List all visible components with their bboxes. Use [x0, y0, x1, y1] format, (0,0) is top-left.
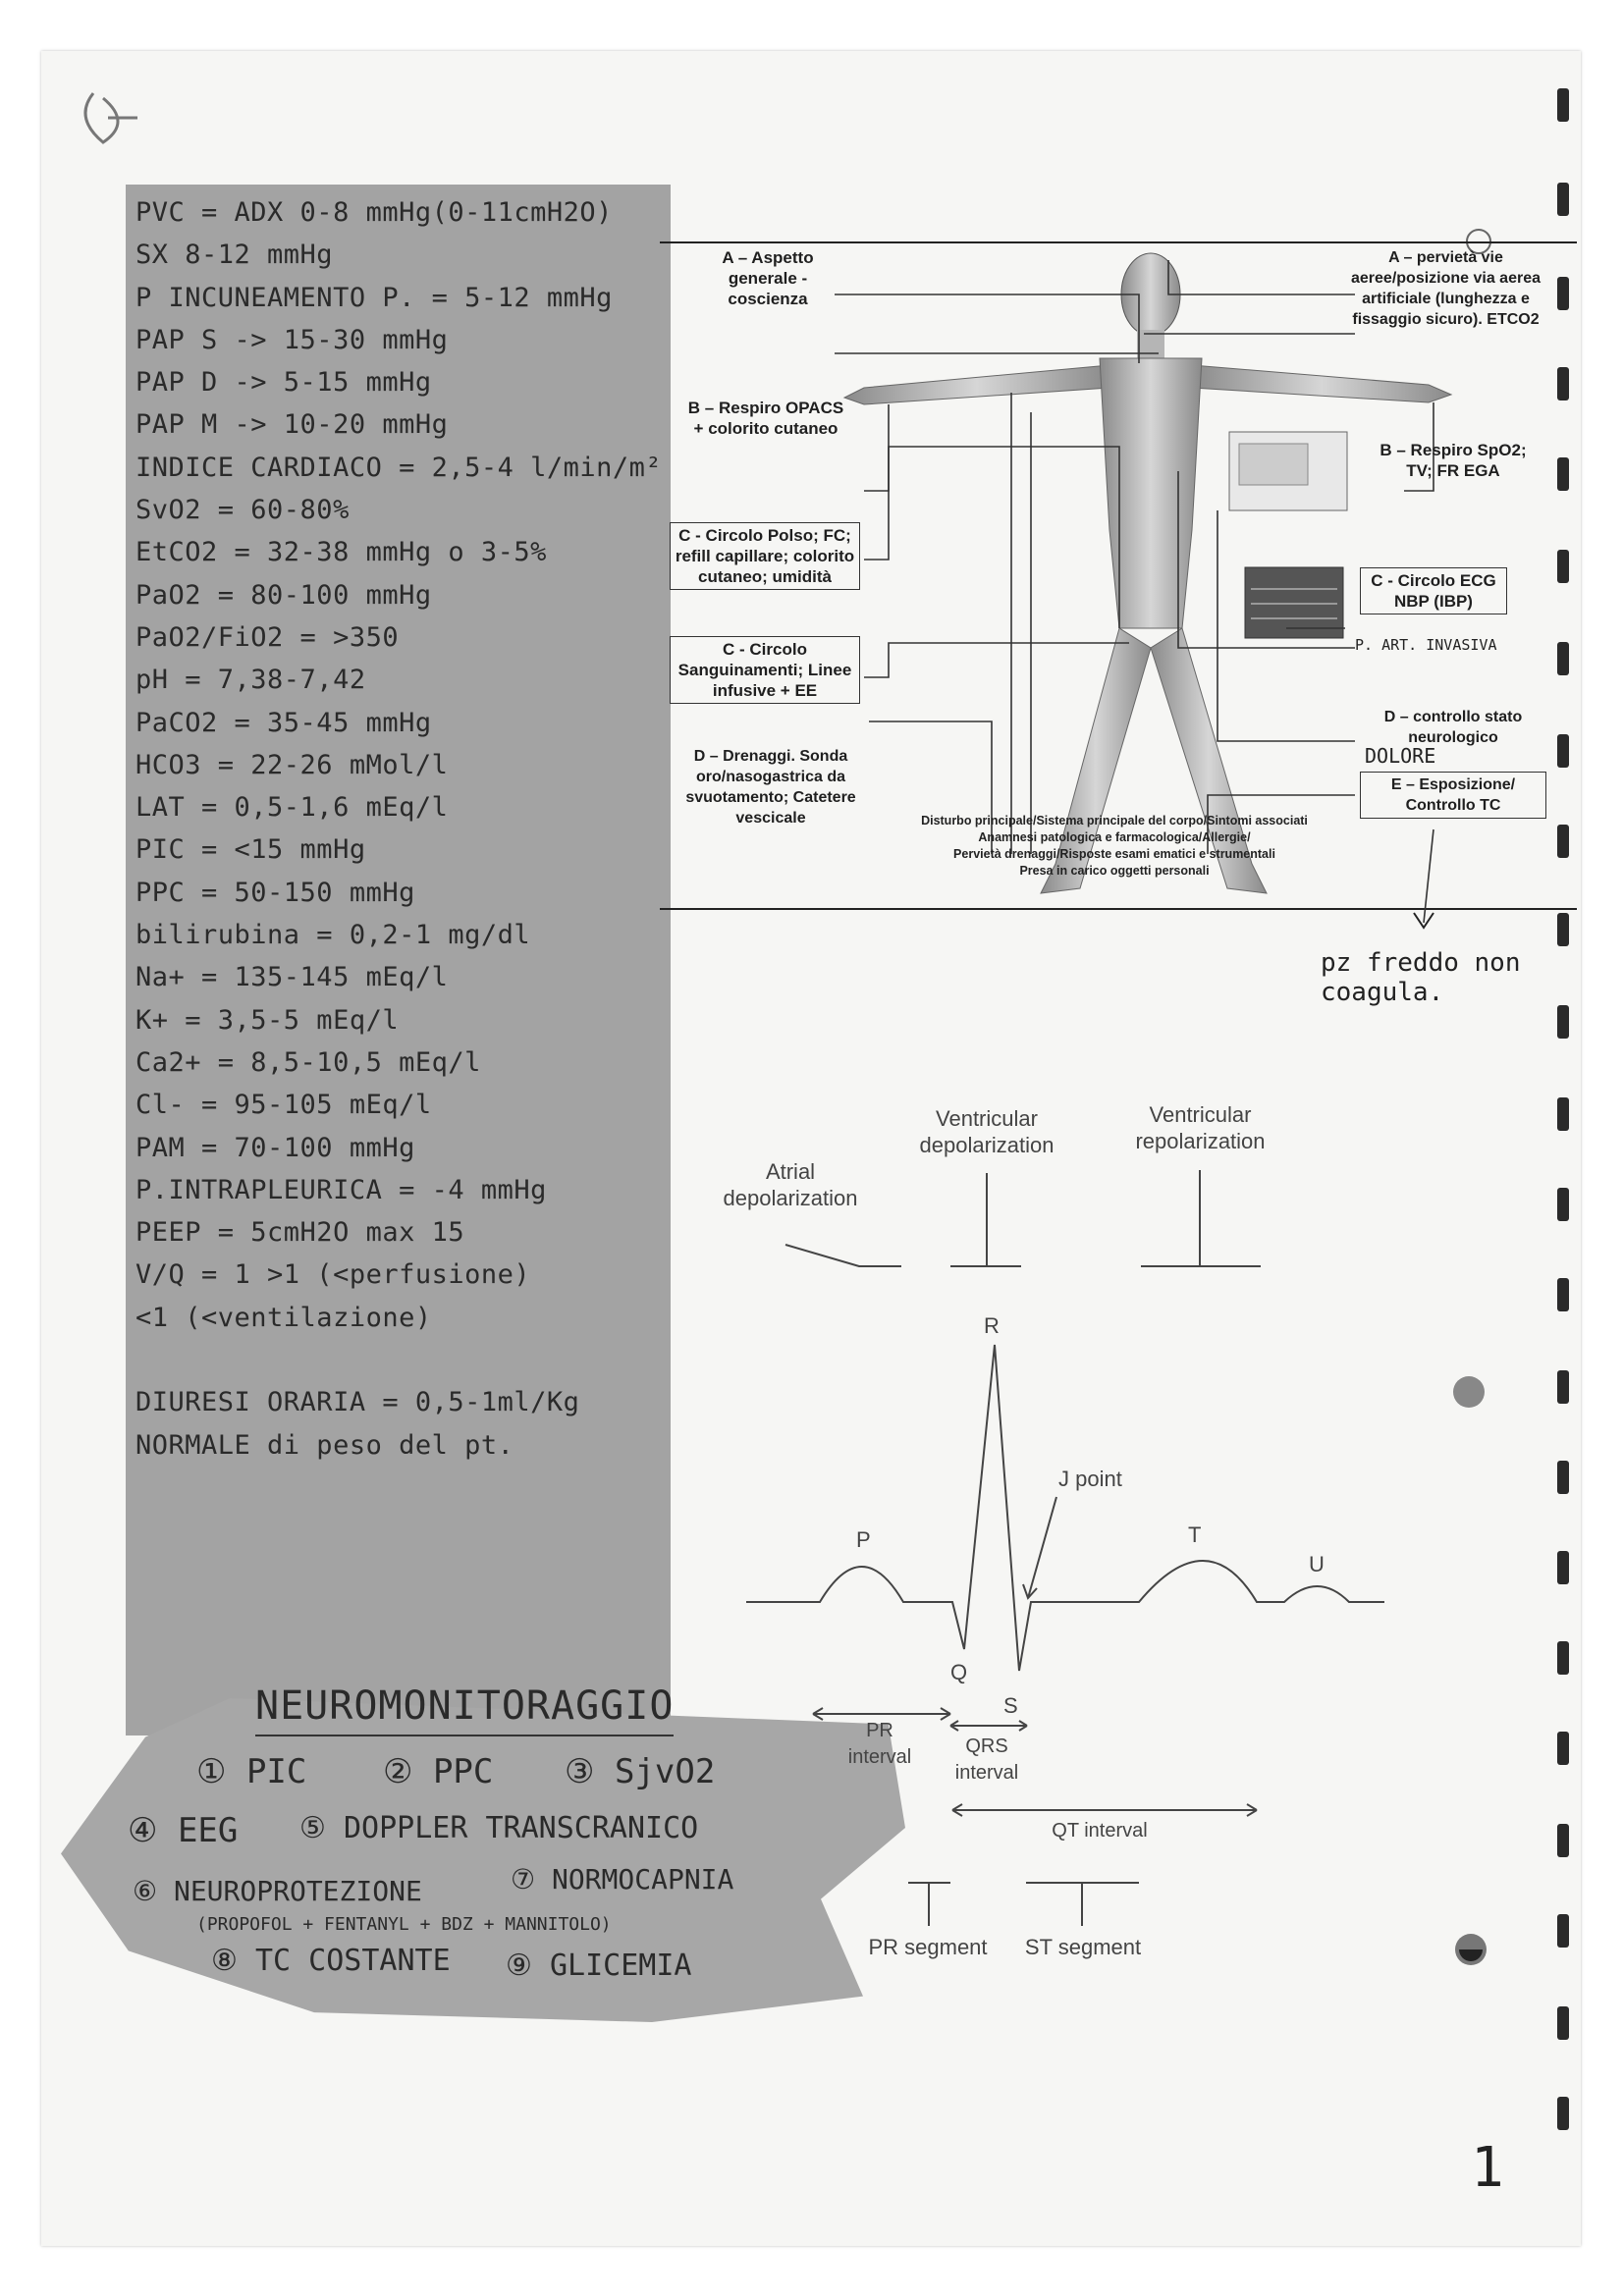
ecg-pr-interval-label: PR interval	[847, 1720, 912, 1768]
ecg-p-label: P	[856, 1527, 871, 1552]
note-line: PPC = 50-150 mmHg	[135, 877, 415, 908]
label-b-left: B – Respiro OPACS + colorito cutaneo	[687, 399, 844, 438]
handwritten-note: pz freddo non coagula.	[1321, 948, 1521, 1007]
note-line: EtCO2 = 32-38 mmHg o 3-5%	[135, 537, 547, 568]
ecg-q-label: Q	[950, 1660, 968, 1684]
label-c-right: C - Circolo ECG NBP (IBP)	[1360, 567, 1507, 614]
note-line: LAT = 0,5-1,6 mEq/l	[135, 792, 449, 824]
note-line: PIC = <15 mmHg	[135, 834, 366, 866]
ecg-t-label: T	[1188, 1522, 1202, 1547]
handwritten-art: P. ART. INVASIVA	[1355, 636, 1497, 654]
label-e-right: E – Esposizione/ Controllo TC	[1360, 772, 1546, 819]
note-line: <1 (<ventilazione)	[135, 1302, 432, 1333]
neuro-item: ② PPC	[383, 1752, 494, 1791]
center-line: Disturbo principale/Sistema principale del corpo/Sintomi associati	[921, 814, 1308, 828]
neuro-item: ⑦ NORMOCAPNIA	[511, 1863, 734, 1896]
neuro-item: ① PIC	[196, 1752, 307, 1791]
ecg-qrs-interval-label: QRS interval	[954, 1735, 1019, 1784]
label-c-left-1: C - Circolo Polso; FC; refill capillare; colorito cutaneo; umidità	[670, 522, 860, 590]
note-line: P.INTRAPLEURICA = -4 mmHg	[135, 1174, 547, 1205]
note-line: PAP D -> 5-15 mmHg	[135, 367, 432, 399]
note-line: PAP S -> 15-30 mmHg	[135, 324, 449, 355]
ecg-u-label: U	[1309, 1552, 1325, 1576]
neuro-subnote: (PROPOFOL + FENTANYL + BDZ + MANNITOLO)	[196, 1914, 612, 1935]
note-line: SvO2 = 60-80%	[135, 495, 350, 526]
note-line: Na+ = 135-145 mEq/l	[135, 962, 449, 993]
neuro-item: ⑥ NEUROPROTEZIONE	[133, 1875, 422, 1907]
center-line: Anamnesi patologica e farmacologica/Allergie/	[978, 830, 1251, 844]
note-line: pH = 7,38-7,42	[135, 665, 366, 696]
note-line: PEEP = 5cmH2O max 15	[135, 1217, 465, 1249]
label-d-left: D – Drenaggi. Sonda oro/nasogastrica da svuotamento; Catetere vescicale	[685, 748, 856, 827]
ecg-vrep-label: Ventricular repolarization	[1135, 1102, 1266, 1153]
note-line: PVC = ADX 0-8 mmHg(0-11cmH2O)	[135, 197, 613, 228]
handwritten-dolore: DOLORE	[1365, 744, 1436, 768]
neuro-title: NEUROMONITORAGGIO	[255, 1683, 674, 1736]
label-c-left-2: C - Circolo Sanguinamenti; Linee infusive + EE	[670, 636, 860, 704]
label-a-left: A – Aspetto generale - coscienza	[722, 248, 814, 308]
ecg-pr-segment-label: PR segment	[868, 1935, 988, 1959]
ecg-r-label: R	[984, 1313, 1000, 1338]
note-line: SX 8-12 mmHg	[135, 240, 334, 271]
ecg-s-label: S	[1003, 1693, 1018, 1718]
ecg-qt-interval-label: QT interval	[1052, 1820, 1148, 1842]
note-line: PaO2/FiO2 = >350	[135, 621, 400, 653]
note-line: V/Q = 1 >1 (<perfusione)	[135, 1259, 531, 1291]
label-d-right: D – controllo stato neurologico	[1383, 709, 1523, 746]
ecg-atrial-label: Atrial depolarization	[723, 1159, 858, 1210]
note-line: Cl- = 95-105 mEq/l	[135, 1090, 432, 1121]
neuro-item: ⑨ GLICEMIA	[506, 1949, 692, 1983]
note-line: NORMALE di peso del pt.	[135, 1429, 514, 1461]
label-a-right: A – pervietà vie aeree/posizione via aerea artificiale (lunghezza e fissaggio sicuro). ETCO2	[1351, 249, 1541, 328]
note-line: PAP M -> 10-20 mmHg	[135, 409, 449, 441]
neuro-item: ⑧ TC COSTANTE	[211, 1944, 451, 1978]
note-line: bilirubina = 0,2-1 mg/dl	[135, 920, 531, 951]
ecg-jpoint-label: J point	[1058, 1467, 1122, 1491]
note-line: HCO3 = 22-26 mMol/l	[135, 749, 449, 780]
note-line: Ca2+ = 8,5-10,5 mEq/l	[135, 1046, 481, 1078]
center-line: Pervietà drenaggi/Risposte esami ematici e strumentali	[953, 847, 1275, 861]
page-number: 1	[1471, 2136, 1504, 2200]
note-line: P INCUNEAMENTO P. = 5-12 mmHg	[135, 282, 613, 313]
neuro-item: ③ SjvO2	[565, 1752, 716, 1791]
note-line: K+ = 3,5-5 mEq/l	[135, 1004, 400, 1036]
note-line: INDICE CARDIACO = 2,5-4 l/min/m²	[135, 452, 663, 483]
note-line: DIURESI ORARIA = 0,5-1ml/Kg	[135, 1387, 580, 1418]
neuro-item: ④ EEG	[128, 1811, 239, 1850]
ecg-st-segment-label: ST segment	[1024, 1935, 1142, 1959]
note-line: PaCO2 = 35-45 mmHg	[135, 707, 432, 738]
note-line: PaO2 = 80-100 mmHg	[135, 579, 432, 611]
ecg-vdep-label: Ventricular depolarization	[919, 1106, 1055, 1157]
center-line: Presa in carico oggetti personali	[1019, 864, 1210, 878]
neuro-item: ⑤ DOPPLER TRANSCRANICO	[299, 1811, 699, 1845]
label-b-right: B – Respiro SpO2; TV; FR EGA	[1380, 441, 1527, 480]
note-line: PAM = 70-100 mmHg	[135, 1132, 415, 1163]
